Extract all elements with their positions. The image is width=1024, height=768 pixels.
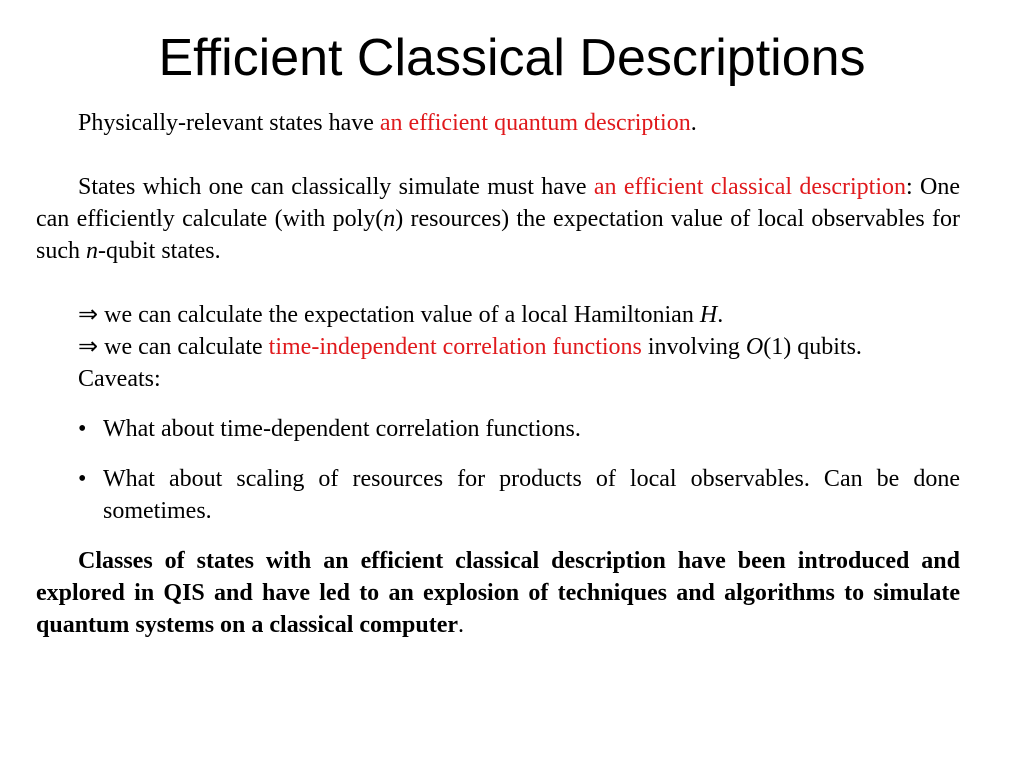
p2-text-e: -qubit states. — [98, 238, 221, 264]
p3-end: . — [717, 302, 724, 328]
bullet-icon: • — [78, 466, 87, 492]
p4-text-c: involving — [641, 334, 746, 360]
math-n-qubit: n — [86, 238, 98, 264]
math-o: O — [745, 334, 764, 360]
caveat-item — [36, 463, 960, 527]
p2-text-a: States which one can classically simulate must have — [78, 174, 594, 200]
p4-text-d: (1) qubits. — [763, 334, 862, 360]
math-n: n — [383, 206, 396, 232]
caveat-item — [36, 413, 960, 445]
math-h: H — [699, 302, 718, 328]
bullet-icon: • — [78, 416, 87, 442]
paragraph-classical-description — [36, 171, 960, 267]
caveat-text: What about scaling of resources for products of local observables. Can be done sometimes. — [103, 466, 960, 524]
p2-text-d: ) resources) the expectation value of local observables for such — [36, 206, 960, 264]
p2-text-c: : One can efficiently calculate (with poly( — [36, 174, 960, 232]
conclusion-paragraph — [36, 545, 960, 641]
caveats-label: Caveats: — [78, 366, 161, 392]
p1-end: . — [690, 110, 697, 136]
conclusion-text: Classes of states with an efficient classical description have been introduced and explored in QIS and have led to an explosion of techniques and algorithms to simulate quantum systems on a classical computer — [36, 548, 960, 638]
implication-correlation — [36, 331, 960, 363]
slide-body — [36, 107, 960, 641]
paragraph-quantum-description — [36, 107, 960, 139]
implication-hamiltonian — [36, 299, 960, 331]
p4-text-a: ⇒ we can calculate — [78, 334, 269, 360]
highlight-quantum-description: an efficient quantum description — [379, 110, 691, 136]
slide-title: Efficient Classical Descriptions — [158, 29, 866, 87]
p3-text: ⇒ we can calculate the expectation value of a local Hamiltonian — [78, 302, 700, 328]
highlight-correlation-functions: time-independent correlation functions — [268, 334, 642, 360]
p1-text: Physically-relevant states have — [78, 110, 380, 136]
conclusion-end: . — [458, 612, 465, 638]
highlight-classical-description: an efficient classical description — [593, 174, 906, 200]
caveat-text: What about time-dependent correlation functions. — [103, 416, 581, 442]
